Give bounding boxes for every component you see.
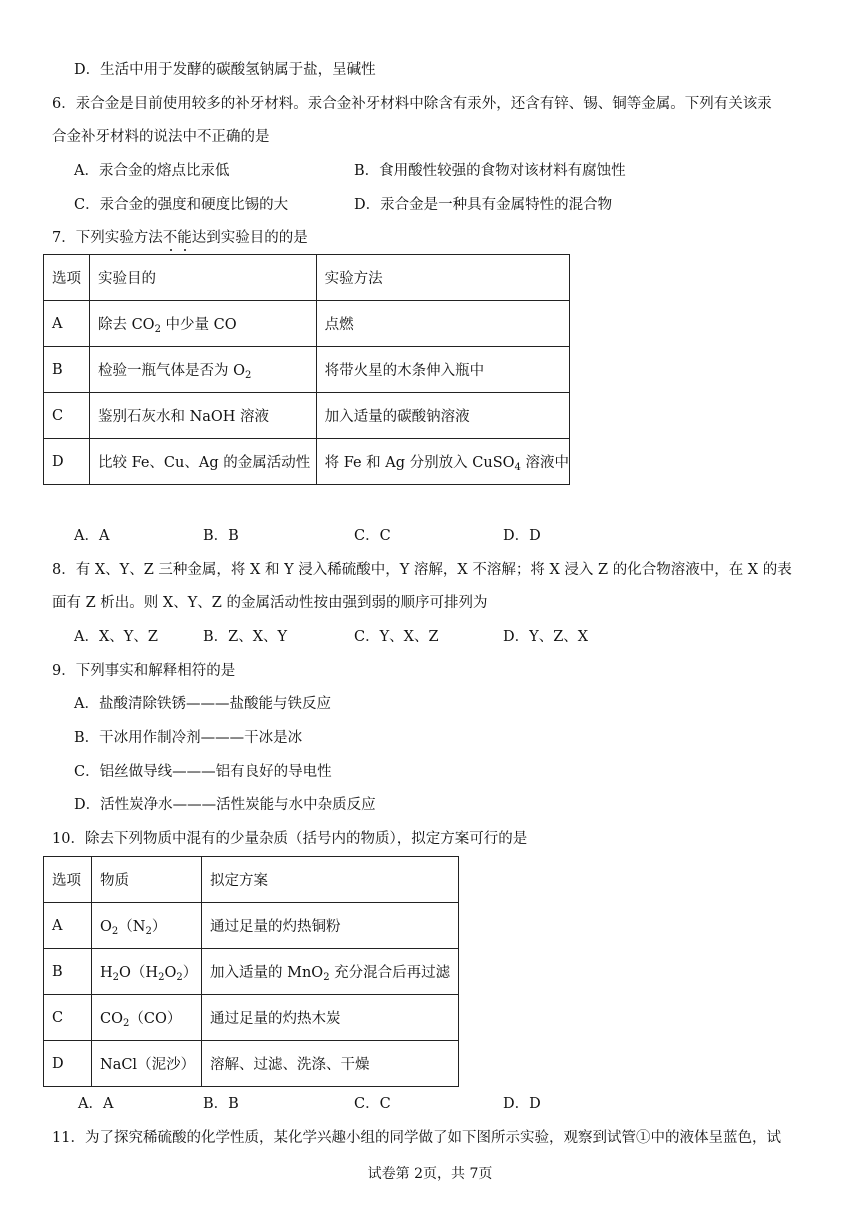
table-row (44, 1041, 459, 1087)
table-cell: NaCl（泥沙） (92, 1041, 202, 1087)
q7-option-a: A．A (74, 528, 110, 544)
table-cell: C (44, 393, 90, 439)
table-cell: B (44, 949, 92, 995)
table-cell: D (44, 439, 90, 485)
q5-option-d: D．生活中用于发酵的碳酸氢钠属于盐，呈碱性 (74, 62, 376, 78)
table-cell: $CO_2(CO)$ (92, 995, 202, 1041)
table-header-cell: 选项 (44, 857, 92, 903)
q6-option-c: C．汞合金的强度和硬度比锡的大 (74, 197, 289, 213)
table-cell: A (44, 301, 90, 347)
q7-stem-pre: 7．下列实验方法 (52, 230, 163, 246)
table-row (44, 949, 459, 995)
q8-option-d: D．Y、Z、X (503, 629, 589, 645)
table-cell: B (44, 347, 90, 393)
q10-option-b: B．B (203, 1096, 239, 1112)
q8-option-b: B．Z、X、Y (203, 629, 288, 645)
q10-option-a: A．A (78, 1096, 114, 1112)
q10-stem: 10．除去下列物质中混有的少量杂质（括号内的物质），拟定方案可行的是 (52, 831, 528, 847)
table-header-cell: 物质 (92, 857, 202, 903)
q10-table (43, 856, 459, 1087)
table-header-row (44, 255, 570, 301)
table-cell: C (44, 995, 92, 1041)
q6-option-b: B．食用酸性较强的食物对该材料有腐蚀性 (354, 163, 626, 179)
table-cell: $O_2(N_2)$ (92, 903, 202, 949)
table-cell: 检验一瓶气体是否为 $O_2$ (89, 347, 316, 393)
table-row (44, 995, 459, 1041)
page-footer: 试卷第 2页，共 7页 (367, 1166, 493, 1182)
table-row (44, 903, 459, 949)
q6-stem-line1: 6．汞合金是目前使用较多的补牙材料。汞合金补牙材料中除含有汞外，还含有锌、锡、铜等金属。下列有关该汞 (52, 96, 772, 112)
q8-option-a: A．X、Y、Z (74, 629, 158, 645)
q10-option-d: D．D (503, 1096, 541, 1112)
q8-option-c: C．Y、X、Z (354, 629, 439, 645)
table-cell: A (44, 903, 92, 949)
q7-emphasis-bu: 不 (162, 230, 178, 246)
q7-option-c: C．C (354, 528, 391, 544)
table-cell: $H_2O(H_2O_2)$ (92, 949, 202, 995)
q9-option-d: D．活性炭净水———活性炭能与水中杂质反应 (74, 797, 376, 813)
table-header-row (44, 857, 459, 903)
q7-table (43, 254, 570, 485)
q11-stem: 11．为了探究稀硫酸的化学性质，某化学兴趣小组的同学做了如下图所示实验，观察到试管①中的液体呈蓝色，试 (52, 1130, 781, 1146)
q10-option-c: C．C (354, 1096, 391, 1112)
q9-option-c: C．铝丝做导线———铝有良好的导电性 (74, 764, 332, 780)
q8-stem-line2: 面有 Z 析出。则 X、Y、Z 的金属活动性按由强到弱的顺序可排列为 (52, 595, 488, 611)
q7-stem (52, 228, 308, 248)
q9-option-a: A．盐酸清除铁锈———盐酸能与铁反应 (74, 696, 331, 712)
table-row (44, 393, 570, 439)
table-row (44, 439, 570, 485)
q7-stem-post: 达到实验目的的是 (191, 230, 308, 246)
q6-option-a: A．汞合金的熔点比汞低 (74, 163, 230, 179)
table-header-cell: 拟定方案 (202, 857, 459, 903)
table-cell: 通过足量的灼热木炭 (202, 995, 459, 1041)
table-row (44, 301, 570, 347)
table-cell: 将带火星的木条伸入瓶中 (316, 347, 569, 393)
q8-stem-line1: 8．有 X、Y、Z 三种金属，将 X 和 Y 浸入稀硫酸中，Y 溶解，X 不溶解；将 X 浸入 Z 的化合物溶液中，在 X 的表 (52, 562, 792, 578)
q9-stem: 9．下列事实和解释相符的是 (52, 663, 236, 679)
table-cell: 点燃 (316, 301, 569, 347)
table-header-cell: 选项 (44, 255, 90, 301)
q7-option-d: D．D (503, 528, 541, 544)
table-cell: 加入适量的碳酸钠溶液 (316, 393, 569, 439)
q7-option-b: B．B (203, 528, 239, 544)
table-cell: 除去 $CO_2$ 中少量 CO (89, 301, 316, 347)
q9-option-b: B．干冰用作制冷剂———干冰是冰 (74, 730, 303, 746)
table-cell: 比较 Fe、Cu、Ag 的金属活动性 (89, 439, 316, 485)
table-header-cell: 实验方法 (316, 255, 569, 301)
table-cell: 鉴别石灰水和 NaOH 溶液 (89, 393, 316, 439)
table-header-cell: 实验目的 (89, 255, 316, 301)
q6-stem-line2: 合金补牙材料的说法中不正确的是 (52, 129, 270, 145)
table-cell: D (44, 1041, 92, 1087)
table-cell: 加入适量的 MnO$_2$ 充分混合后再过滤 (202, 949, 459, 995)
table-cell: 将 Fe 和 Ag 分别放入 CuSO$_4$ 溶液中 (316, 439, 569, 485)
table-cell: 通过足量的灼热铜粉 (202, 903, 459, 949)
table-cell: 溶解、过滤、洗涤、干燥 (202, 1041, 459, 1087)
q6-option-d: D．汞合金是一种具有金属特性的混合物 (354, 197, 613, 213)
table-row (44, 347, 570, 393)
q7-emphasis-neng: 能 (177, 230, 192, 246)
